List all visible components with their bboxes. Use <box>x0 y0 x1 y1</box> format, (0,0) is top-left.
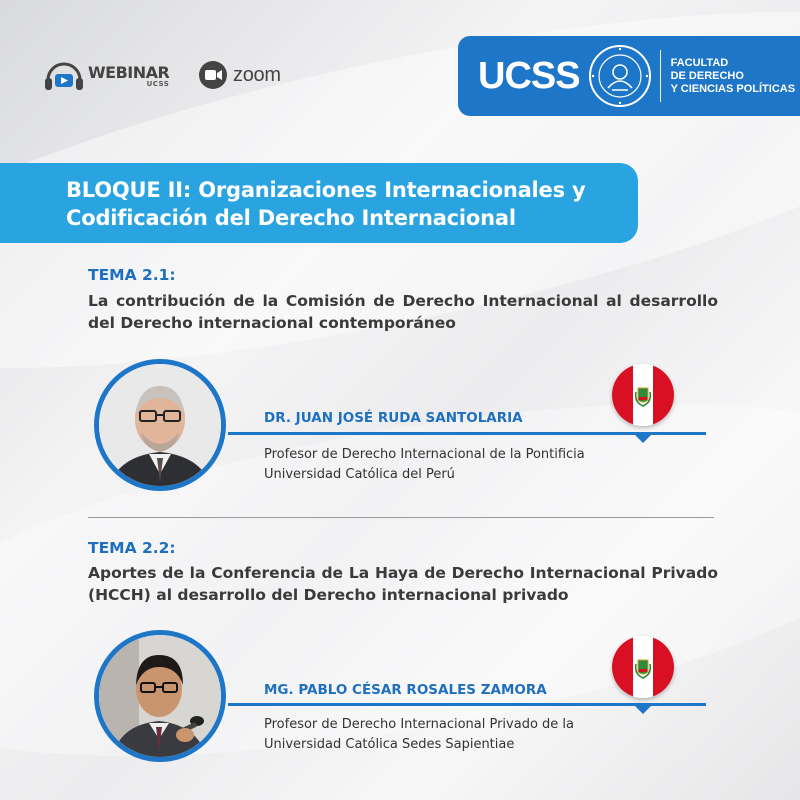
speaker-name: DR. JUAN JOSÉ RUDA SANTOLARIA <box>264 410 523 426</box>
pointer-notch <box>634 705 652 714</box>
faculty-name <box>671 57 795 96</box>
block-title <box>66 176 646 232</box>
speaker-role-line: Profesor de Derecho Internacional de la Pontificia <box>264 447 585 462</box>
speaker-name: MG. PABLO CÉSAR ROSALES ZAMORA <box>264 682 547 698</box>
topic-description: La contribución de la Comisión de Derecho Internacional al desarrollo del Derecho internacional contemporáneo <box>88 292 718 332</box>
peru-flag-icon <box>612 636 674 698</box>
webinar-word: WEBINAR <box>88 62 170 82</box>
topic-description: Aportes de la Conferencia de La Haya de Derecho Internacional Privado (HCCH) al desarrollo del Derecho internacional privado <box>88 564 718 604</box>
zoom-logo <box>198 60 281 90</box>
university-seal-icon <box>588 44 652 108</box>
topic-label: TEMA 2.2: <box>88 539 176 557</box>
webinar-ucss-logo <box>42 56 169 96</box>
faculty-line: FACULTAD <box>670 56 729 69</box>
webinar-sub: UCSS <box>146 79 170 88</box>
block-title-line: Codificación del Derecho Internacional <box>66 206 516 230</box>
section-separator <box>88 517 714 518</box>
speaker-role <box>264 715 704 755</box>
speaker-photo <box>94 359 226 491</box>
speaker-role-line: Universidad Católica Sedes Sapientiae <box>264 737 515 752</box>
speaker-photo <box>94 630 226 762</box>
ucss-header <box>458 36 800 116</box>
block-title-line: BLOQUE II: Organizaciones Internacionales y <box>66 178 586 202</box>
peru-flag-icon <box>612 364 674 426</box>
speaker-role-line: Profesor de Derecho Internacional Privado de la <box>264 717 575 732</box>
faculty-line: DE DERECHO <box>670 69 744 82</box>
zoom-word: zoom <box>233 63 281 86</box>
speaker-role-line: Universidad Católica del Perú <box>264 467 455 482</box>
headset-play-icon <box>42 58 86 94</box>
header-divider <box>660 50 661 102</box>
ucss-wordmark: UCSS <box>478 54 580 97</box>
pointer-notch <box>634 434 652 443</box>
topic-label: TEMA 2.1: <box>88 266 176 284</box>
speaker-role <box>264 445 704 485</box>
zoom-camera-icon <box>198 60 228 90</box>
faculty-line: Y CIENCIAS POLÍTICAS <box>670 82 796 95</box>
